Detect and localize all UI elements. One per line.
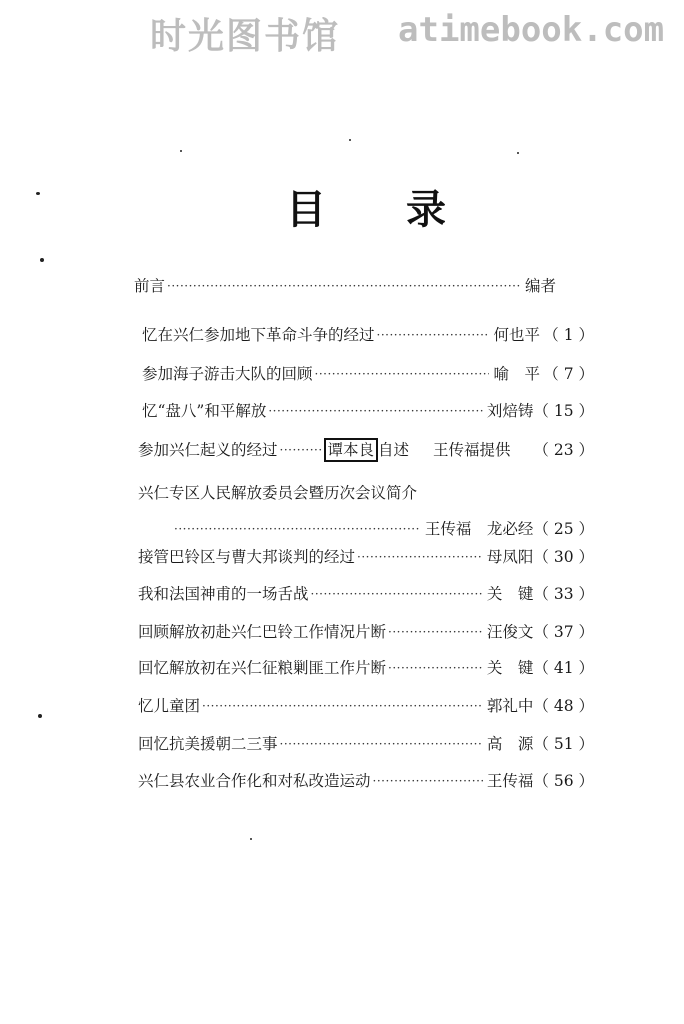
entry-title: 参加海子游击大队的回顾 [142,365,313,383]
leader-dots [388,655,483,681]
toc-entry [138,731,594,757]
entry-author: 王传福 龙必经 [424,520,534,538]
entry-author: 喻 平 [493,365,540,383]
leader-dots [357,544,483,570]
leader-dots [268,398,483,424]
entry-page: （ 37 ） [533,623,594,641]
entry-title: 兴仁县农业合作化和对私改造运动 [138,772,371,790]
leader-dots [202,693,483,719]
scan-speck [180,150,182,152]
toc-entry-continuation [172,516,594,542]
entry-page: （ 41 ） [533,659,594,677]
page-title [0,178,684,238]
entry-author: 关 键 [486,659,534,677]
leader-dots [280,731,483,757]
entry-page: （ 7 ） [543,365,594,383]
entry-page: （ 1 ） [543,326,594,344]
leader-dots [377,322,490,348]
scan-speck [40,258,44,262]
leader-dots [315,361,490,387]
leader-dots [167,273,521,299]
entry-page: （ 56 ） [533,772,594,790]
leader-dots [280,437,322,463]
leader-dots [388,619,483,645]
entry-page: （ 25 ） [533,520,594,538]
toc-entry [138,655,594,681]
entry-page: （ 51 ） [533,735,594,753]
toc-entry-title-line [138,480,417,506]
scan-speck [38,714,42,718]
scan-speck [250,838,252,840]
entry-page: （ 33 ） [533,585,594,603]
toc-entry [138,693,594,719]
entry-author: 郭礼中 [486,697,534,715]
entry-title: 接管巴铃区与曹大邦谈判的经过 [138,548,356,566]
entry-page: （ 23 ） [533,441,594,459]
entry-author: 母凤阳 [486,548,534,566]
entry-author-note: 自述 [378,441,410,459]
watermark-english: atimebook.com [398,10,665,50]
entry-title: 回忆解放初在兴仁征粮剿匪工作片断 [138,659,387,677]
entry-author: 汪俊文 [486,623,534,641]
entry-author-boxed: 谭本良 [324,438,379,462]
entry-author: 何也平 [493,326,540,344]
entry-page: （ 48 ） [533,697,594,715]
entry-author: 关 键 [486,585,534,603]
toc-entry [142,322,594,348]
entry-title: 回顾解放初赴兴仁巴铃工作情况片断 [138,623,387,641]
entry-provider: 王传福提供 [433,441,511,459]
entry-author: 高 源 [486,735,534,753]
toc-entry [138,437,594,463]
leader-dots [311,581,483,607]
toc-entry [138,544,594,570]
leader-dots [174,516,421,542]
toc-entry [142,398,594,424]
toc-entry [138,619,594,645]
scan-speck [517,152,519,154]
toc-entry [142,361,594,387]
entry-title: 忆在兴仁参加地下革命斗争的经过 [142,326,375,344]
entry-title: 忆“盘八”和平解放 [142,402,267,420]
watermark-chinese: 时光图书馆 [150,16,341,57]
scan-speck [349,139,351,141]
title-char-2: 录 [406,187,446,233]
entry-title: 我和法国神甫的一场舌战 [138,585,309,603]
toc-entry [138,768,594,794]
entry-title: 忆儿童团 [138,697,201,715]
toc-entry [138,581,594,607]
title-char-1: 目 [286,187,326,233]
leader-dots [373,768,483,794]
entry-title: 回忆抗美援朝二三事 [138,735,278,753]
watermark [0,0,684,70]
entry-author: 编者 [524,277,556,295]
toc-entry-preface [134,273,556,299]
entry-author: 王传福 [486,772,534,790]
entry-page: （ 30 ） [533,548,594,566]
entry-author: 刘焙铸 [486,402,534,420]
entry-title: 前言 [134,277,166,295]
entry-page: （ 15 ） [533,402,594,420]
entry-title: 兴仁专区人民解放委员会暨历次会议简介 [138,484,418,502]
entry-title: 参加兴仁起义的经过 [138,441,278,459]
